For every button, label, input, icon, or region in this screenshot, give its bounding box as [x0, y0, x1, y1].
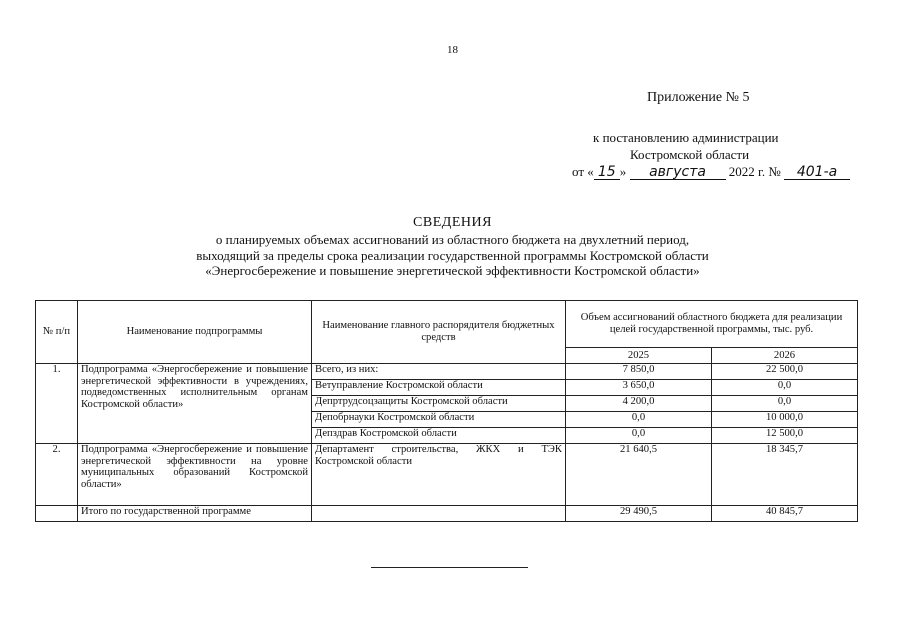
row-1-manager-education: Депобрнауки Костромской области	[312, 412, 566, 428]
funding-table	[35, 300, 858, 522]
document-subtitle	[100, 232, 805, 279]
subtitle-line-2: выходящий за пределы срока реализации государственной программы Костромской области	[196, 247, 709, 263]
date-month-handwritten: августа	[630, 165, 726, 180]
row-2-manager: Департамент строительства, ЖКХ и ТЭК Костромской области	[312, 444, 566, 506]
subtitle-line-1: о планируемых объемах ассигнований из областного бюджета на двухлетний период,	[215, 232, 690, 247]
row-1-num: 1.	[36, 364, 78, 444]
header-subprogram-name: Наименование подпрограммы	[78, 301, 312, 364]
table-total-row	[36, 506, 858, 522]
total-2026: 40 845,7	[712, 506, 858, 522]
table-row	[36, 444, 858, 506]
total-num-empty	[36, 506, 78, 522]
header-year-2025: 2025	[566, 348, 712, 364]
document-title: СВЕДЕНИЯ	[413, 215, 492, 230]
row-1-vet-2025: 3 650,0	[566, 380, 712, 396]
row-1-manager-vet: Ветуправление Костромской области	[312, 380, 566, 396]
header-year-2026: 2026	[712, 348, 858, 364]
total-2025: 29 490,5	[566, 506, 712, 522]
row-1-total-2026: 22 500,0	[712, 364, 858, 380]
decree-reference-line: к постановлению администрации	[593, 130, 779, 145]
footer-divider	[371, 567, 528, 568]
date-prefix: от «	[572, 164, 594, 179]
page-number: 18	[447, 44, 458, 56]
row-2-num: 2.	[36, 444, 78, 506]
row-1-manager-social: Депртрудсоцзащиты Костромской области	[312, 396, 566, 412]
row-1-vet-2026: 0,0	[712, 380, 858, 396]
row-1-social-2025: 4 200,0	[566, 396, 712, 412]
row-1-total-2025: 7 850,0	[566, 364, 712, 380]
total-label: Итого по государственной программе	[78, 506, 312, 522]
row-1-education-2025: 0,0	[566, 412, 712, 428]
date-year: 2022 г. №	[728, 164, 781, 179]
row-1-education-2026: 10 000,0	[712, 412, 858, 428]
table-row	[36, 364, 858, 380]
appendix-title: Приложение № 5	[647, 90, 750, 105]
row-1-manager-health: Депздрав Костромской области	[312, 428, 566, 444]
decree-date-line	[572, 164, 850, 180]
row-1-social-2026: 0,0	[712, 396, 858, 412]
row-1-health-2026: 12 500,0	[712, 428, 858, 444]
table-header-row	[36, 301, 858, 348]
row-1-health-2025: 0,0	[566, 428, 712, 444]
row-2-subprogram: Подпрограмма «Энергосбережение и повышение энергетической эффективности на уровне муниципальных образований Костромской области»	[78, 444, 312, 506]
row-1-manager-total: Всего, из них:	[312, 364, 566, 380]
decree-authority-line: Костромской области	[630, 147, 750, 162]
date-mid: »	[619, 164, 627, 179]
header-funding-volume: Объем ассигнований областного бюджета для реализации целей государственной программы, тыс. руб.	[566, 301, 858, 348]
date-day-handwritten: 15	[594, 165, 620, 180]
header-num: № п/п	[36, 301, 78, 364]
row-1-subprogram: Подпрограмма «Энергосбережение и повышение энергетической эффективности в учреждениях, подведомственных исполнительным органам Костромской области»	[78, 364, 312, 444]
header-budget-manager: Наименование главного распорядителя бюджетных средств	[312, 301, 566, 364]
row-2-2025: 21 640,5	[566, 444, 712, 506]
total-manager-empty	[312, 506, 566, 522]
row-2-2026: 18 345,7	[712, 444, 858, 506]
subtitle-line-3: «Энергосбережение и повышение энергетической эффективности Костромской области»	[205, 263, 700, 278]
decree-number-handwritten: 401-а	[784, 165, 850, 180]
